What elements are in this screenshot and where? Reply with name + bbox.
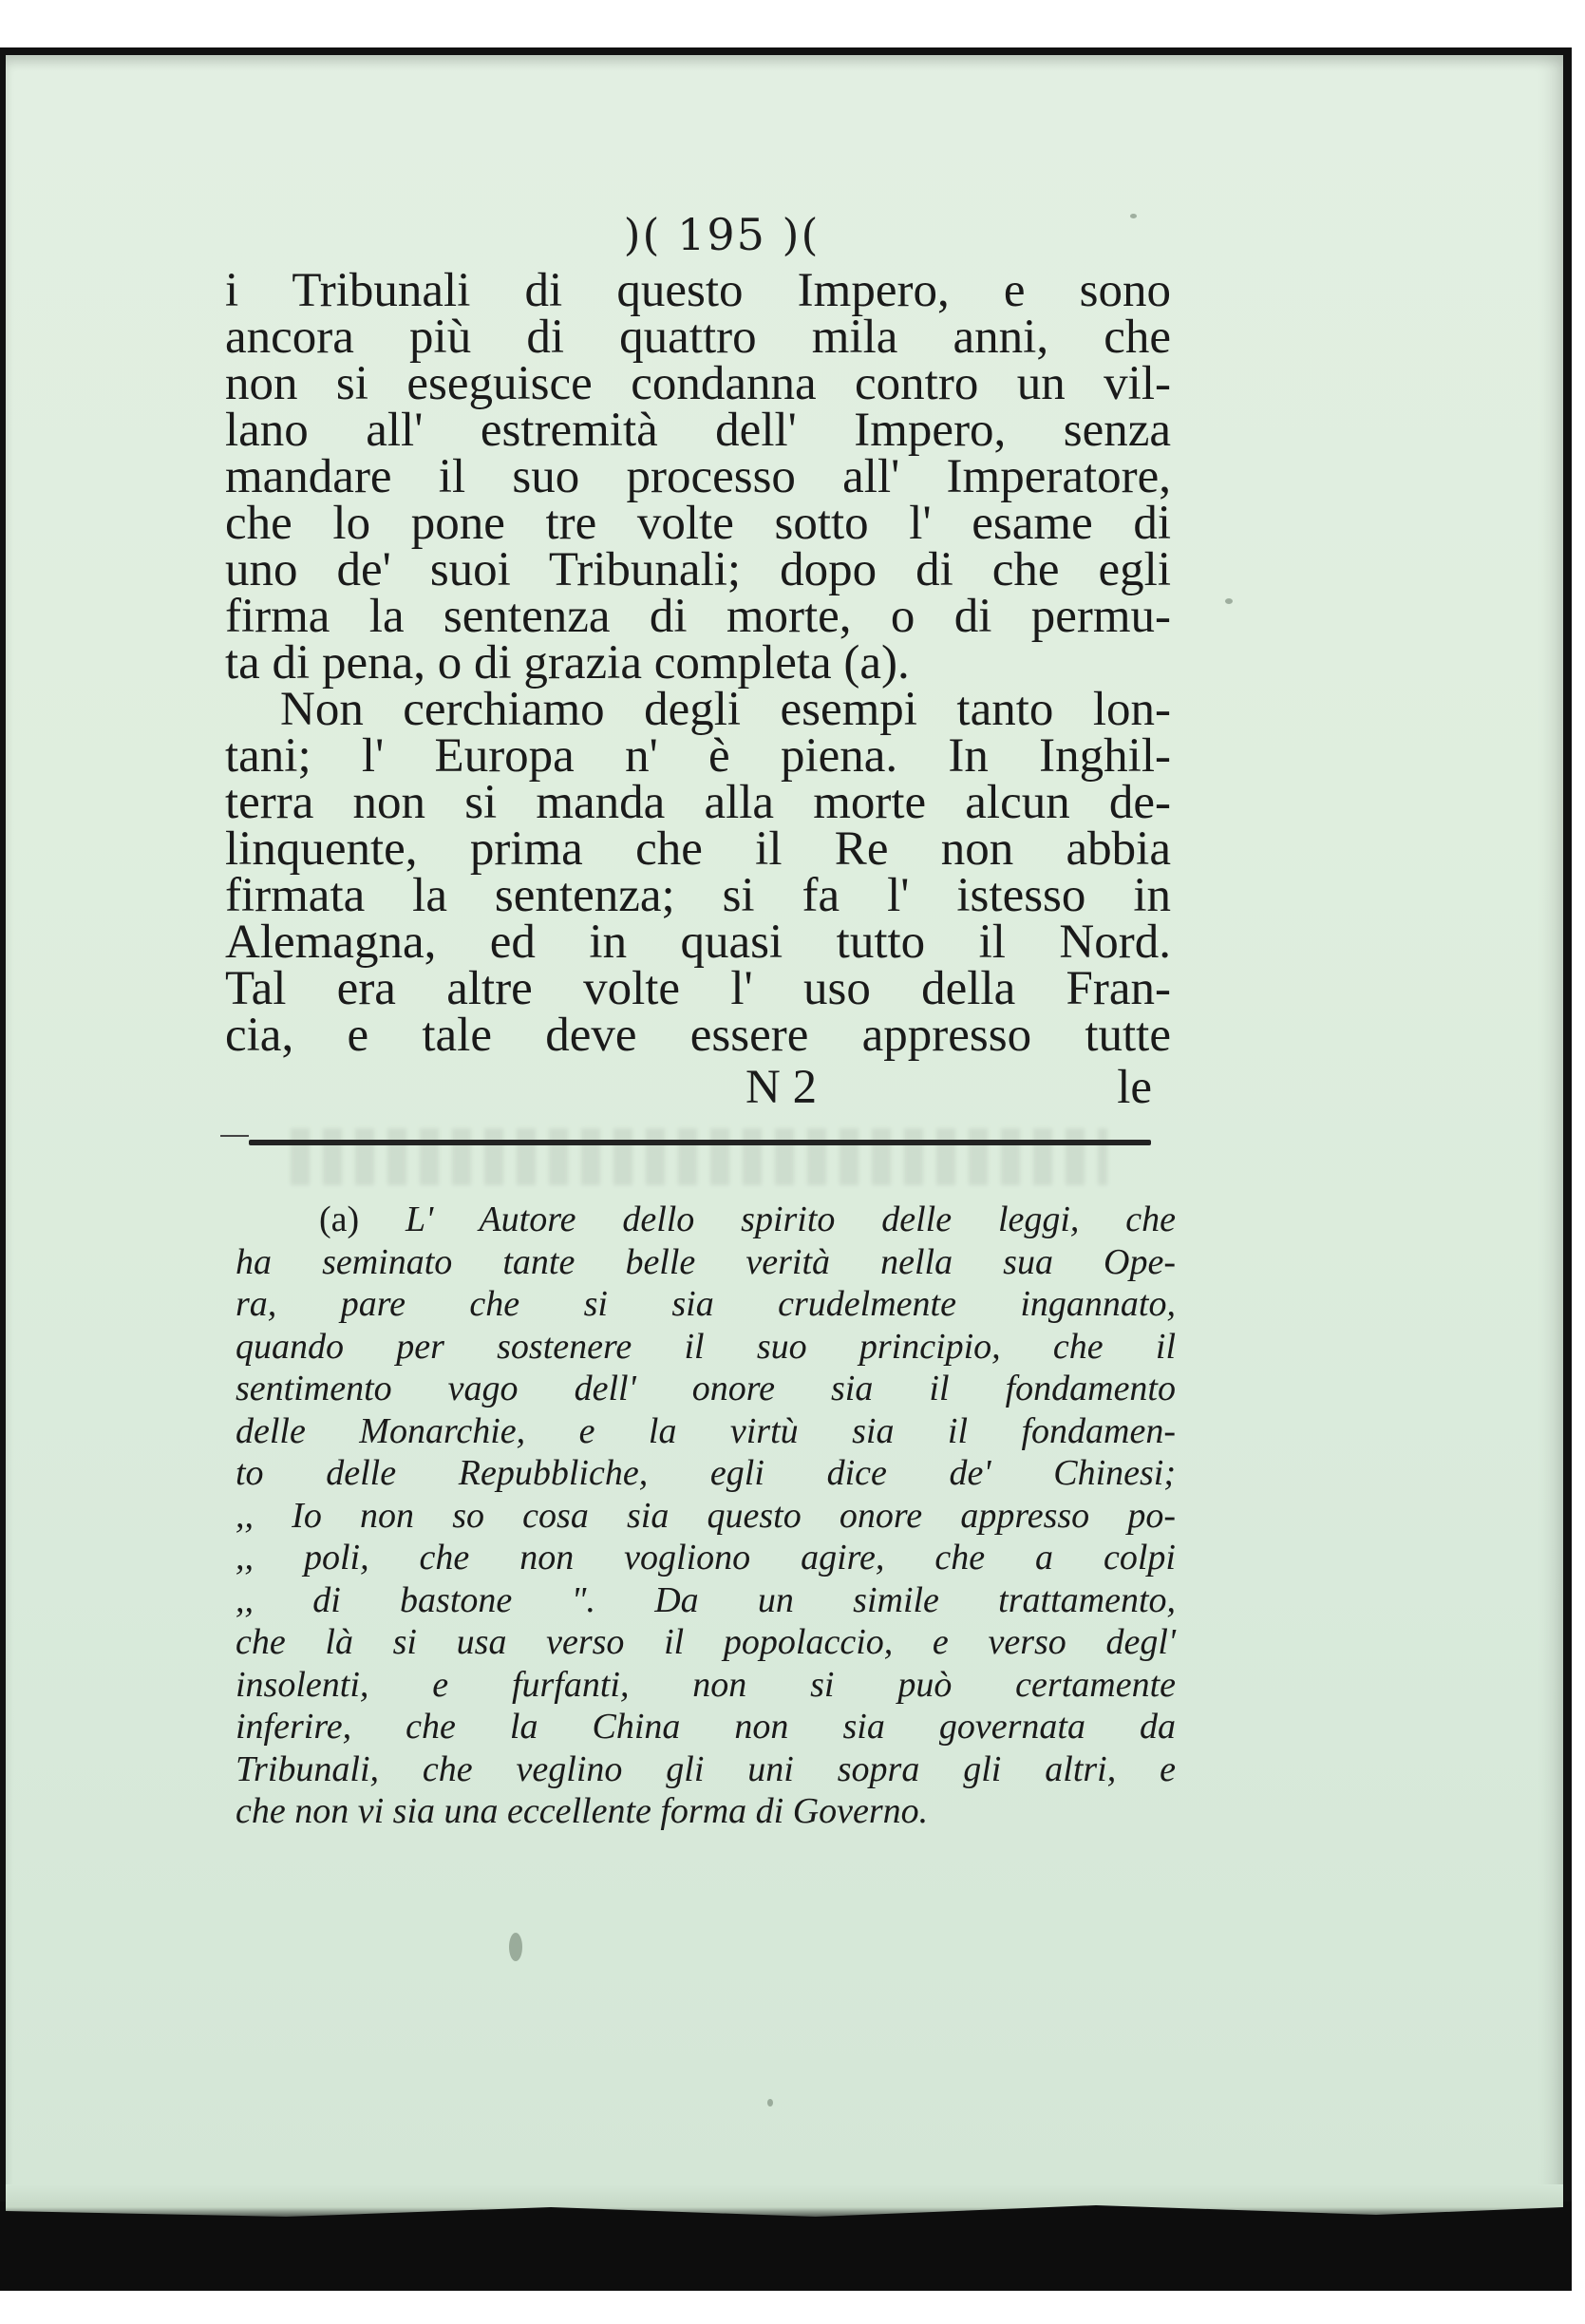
footnote-line: ha seminato tante belle verità nella sua Ope- xyxy=(236,1241,1176,1282)
text-line: terra non si manda alla morte alcun de- xyxy=(225,776,1171,829)
footnote-first-line xyxy=(236,1199,1176,1241)
text-line: lano all' estremità dell' Impero, senza xyxy=(225,404,1171,457)
footnote-line: insolenti, e furfanti, non si può certamente xyxy=(236,1664,1176,1705)
rule-lead xyxy=(220,1135,249,1137)
footnote-line: inferire, che la China non sia governata da xyxy=(236,1707,1176,1747)
paper-speck xyxy=(509,1933,522,1961)
paper-speck xyxy=(1225,598,1233,604)
footnote-separator-rule xyxy=(249,1140,1151,1145)
footnote-line: sentimento vago dell' onore sia il fondamento xyxy=(236,1369,1176,1408)
text-line: che lo pone tre volte sotto l' esame di xyxy=(225,497,1171,550)
paper-speck xyxy=(767,2099,773,2107)
footnote-line: to delle Repubbliche, egli dice de' Chinesi; xyxy=(236,1453,1176,1493)
bleed-through-shadow xyxy=(291,1128,1107,1185)
paragraph-start-line: Non cerchiamo degli esempi tanto lon- xyxy=(280,683,1171,736)
footnote-line: ,, poli, che non vogliono agire, che a colpi xyxy=(236,1538,1176,1578)
footnote-mark: (a) xyxy=(319,1200,360,1239)
text-line: linquente, prima che il Re non abbia xyxy=(225,822,1171,876)
paper-speck xyxy=(1130,214,1137,218)
text-line: non si eseguisce condanna contro un vil- xyxy=(225,357,1171,410)
running-head-page-number: )( 195 )( xyxy=(623,209,821,260)
footnote-line: Tribunali, che veglino gli uni sopra gli altri, e xyxy=(236,1748,1176,1789)
footnote-line: ra, pare che si sia crudelmente ingannato, xyxy=(236,1284,1176,1324)
text-line: uno de' suoi Tribunali; dopo di che egli xyxy=(225,543,1171,596)
footnote-line: ,, Io non so cosa sia questo onore appresso po- xyxy=(236,1495,1176,1536)
text-line: cia, e tale deve essere appresso tutte xyxy=(225,1009,1171,1062)
text-line: tani; l' Europa n' è piena. In Inghil- xyxy=(225,729,1171,783)
text-line: ancora più di quattro mila anni, che xyxy=(225,311,1171,364)
footnote-line: che non vi sia una eccellente forma di Governo. xyxy=(236,1791,929,1831)
text-line: mandare il suo processo all' Imperatore, xyxy=(225,450,1171,503)
text-line: Alemagna, ed in quasi tutto il Nord. xyxy=(225,916,1171,969)
signature-row xyxy=(225,1060,1171,1113)
text-line: i Tribunali di questo Impero, e sono xyxy=(225,264,1171,317)
footnote-line: che là si usa verso il popolaccio, e verso degl' xyxy=(236,1622,1176,1662)
footnote-line-text: L' Autore dello spirito delle leggi, che xyxy=(406,1200,1177,1239)
text-line: Tal era altre volte l' uso della Fran- xyxy=(225,962,1171,1015)
footnote-line: quando per sostenere il suo principio, che il xyxy=(236,1326,1176,1367)
footnote-block xyxy=(236,1199,1176,1833)
footnote-line: delle Monarchie, e la virtù sia il fondamen- xyxy=(236,1410,1176,1451)
text-line: firma la sentenza di morte, o di permu- xyxy=(225,590,1171,643)
main-text-block xyxy=(225,264,1171,1062)
text-line: firmata la sentenza; si fa l' istesso in xyxy=(225,869,1171,922)
text-line: ta di pena, o di grazia completa (a). xyxy=(225,636,910,690)
footnote-line: ,, di bastone ". Da un simile trattamento, xyxy=(236,1579,1176,1620)
catchword: le xyxy=(1117,1061,1152,1114)
signature-mark: N 2 xyxy=(745,1061,818,1114)
